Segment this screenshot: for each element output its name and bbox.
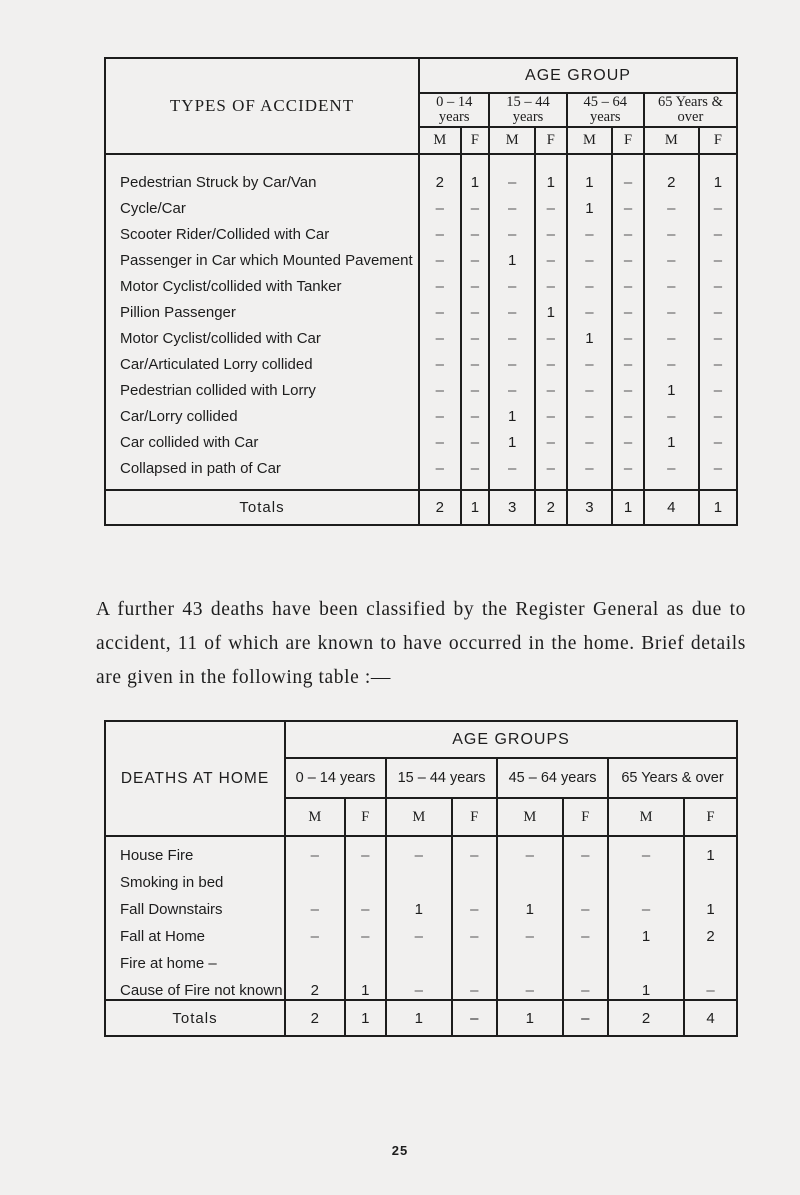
count-cell: – <box>461 243 490 269</box>
home-death-row <box>105 864 737 891</box>
count-cell: 1 <box>461 154 490 191</box>
sex-header: F <box>684 798 737 836</box>
count-cell: – <box>535 217 567 243</box>
accident-types-table <box>104 57 738 526</box>
count-cell: 1 <box>567 321 613 347</box>
count-cell: – <box>612 191 644 217</box>
count-cell: – <box>345 918 386 945</box>
count-cell: – <box>386 918 452 945</box>
count-cell: – <box>567 451 613 490</box>
age-group-15-44: 15 – 44 years <box>386 758 497 798</box>
home-death-row <box>105 836 737 864</box>
count-cell: – <box>644 347 699 373</box>
types-of-accident-header: TYPES OF ACCIDENT <box>105 58 419 154</box>
count-cell: – <box>644 217 699 243</box>
accident-row <box>105 295 737 321</box>
count-cell: – <box>612 321 644 347</box>
count-cell <box>563 864 608 891</box>
sex-header: M <box>608 798 684 836</box>
count-cell: – <box>644 295 699 321</box>
home-death-row <box>105 945 737 972</box>
count-cell: – <box>461 321 490 347</box>
count-cell: – <box>699 295 737 321</box>
accident-row <box>105 347 737 373</box>
count-cell: 1 <box>644 373 699 399</box>
count-cell: – <box>612 425 644 451</box>
count-cell: – <box>567 347 613 373</box>
count-cell: – <box>567 425 613 451</box>
count-cell: – <box>567 399 613 425</box>
count-cell: – <box>535 191 567 217</box>
count-cell <box>452 864 497 891</box>
total-cell: 4 <box>644 490 699 525</box>
count-cell: – <box>535 321 567 347</box>
accident-row <box>105 269 737 295</box>
count-cell: – <box>699 373 737 399</box>
totals-label: Totals <box>105 490 419 525</box>
count-cell: – <box>419 425 461 451</box>
further-deaths-paragraph: A further 43 deaths have been classified by the Register General as due to accident, 11 of which are known to have occurred in the home. Brief details are given in the following table :— <box>96 599 746 688</box>
count-cell: – <box>489 269 535 295</box>
count-cell: – <box>699 243 737 269</box>
count-cell: – <box>612 373 644 399</box>
sex-header: M <box>386 798 452 836</box>
total-cell: 1 <box>699 490 737 525</box>
accident-row <box>105 399 737 425</box>
age-group-0-14: 0 – 14 years <box>419 93 489 127</box>
count-cell: – <box>567 269 613 295</box>
count-cell: – <box>497 972 563 1000</box>
count-cell: – <box>285 836 345 864</box>
count-cell: – <box>699 347 737 373</box>
count-cell: – <box>489 451 535 490</box>
count-cell: 2 <box>684 918 737 945</box>
count-cell: – <box>461 399 490 425</box>
count-cell: – <box>419 295 461 321</box>
count-cell: 2 <box>644 154 699 191</box>
count-cell: – <box>563 836 608 864</box>
count-cell: – <box>452 836 497 864</box>
sex-header: F <box>699 127 737 154</box>
accident-row <box>105 154 737 191</box>
sex-header: F <box>563 798 608 836</box>
count-cell: – <box>461 451 490 490</box>
row-label: Fire at home – <box>105 945 285 972</box>
total-cell: – <box>563 1000 608 1036</box>
count-cell: – <box>419 269 461 295</box>
accident-row <box>105 217 737 243</box>
count-cell <box>563 945 608 972</box>
count-cell: 1 <box>608 918 684 945</box>
count-cell: – <box>489 191 535 217</box>
row-label: Cause of Fire not known <box>105 972 285 1000</box>
count-cell: 1 <box>608 972 684 1000</box>
count-cell <box>452 945 497 972</box>
accident-row <box>105 243 737 269</box>
count-cell: 1 <box>535 154 567 191</box>
totals-row <box>105 1000 737 1036</box>
age-group-45-64: 45 – 64 years <box>497 758 608 798</box>
count-cell: – <box>461 191 490 217</box>
row-label: Pillion Passenger <box>105 295 419 321</box>
count-cell <box>684 864 737 891</box>
row-label: Fall Downstairs <box>105 891 285 918</box>
accident-row <box>105 321 737 347</box>
count-cell: – <box>419 373 461 399</box>
count-cell: – <box>461 373 490 399</box>
sex-header: M <box>644 127 699 154</box>
count-cell: – <box>419 243 461 269</box>
sex-header: F <box>461 127 490 154</box>
count-cell: – <box>535 399 567 425</box>
totals-row <box>105 490 737 525</box>
count-cell: – <box>612 295 644 321</box>
count-cell: – <box>535 269 567 295</box>
sex-header: M <box>567 127 613 154</box>
row-label: Passenger in Car which Mounted Pavement <box>105 243 419 269</box>
deaths-at-home-table <box>104 720 738 1037</box>
count-cell: – <box>612 451 644 490</box>
count-cell <box>285 864 345 891</box>
total-cell: – <box>452 1000 497 1036</box>
count-cell: 1 <box>644 425 699 451</box>
age-group-65-over: 65 Years & over <box>608 758 737 798</box>
row-label: Pedestrian collided with Lorry <box>105 373 419 399</box>
home-death-row <box>105 972 737 1000</box>
count-cell: – <box>563 891 608 918</box>
count-cell: – <box>644 321 699 347</box>
sex-header: F <box>535 127 567 154</box>
count-cell <box>497 945 563 972</box>
count-cell: 1 <box>489 243 535 269</box>
count-cell: – <box>419 191 461 217</box>
count-cell: – <box>699 217 737 243</box>
home-death-row <box>105 918 737 945</box>
count-cell: – <box>644 399 699 425</box>
count-cell: – <box>461 347 490 373</box>
age-groups-header: AGE GROUPS <box>285 721 737 758</box>
count-cell: – <box>535 451 567 490</box>
sex-header: M <box>285 798 345 836</box>
age-group-15-44: 15 – 44 years <box>489 93 566 127</box>
total-cell: 1 <box>386 1000 452 1036</box>
count-cell: – <box>644 243 699 269</box>
count-cell: – <box>644 269 699 295</box>
count-cell: – <box>452 918 497 945</box>
count-cell: – <box>386 836 452 864</box>
sex-header: M <box>419 127 461 154</box>
count-cell: – <box>699 269 737 295</box>
row-label: Car/Lorry collided <box>105 399 419 425</box>
age-group-65-over: 65 Years & over <box>644 93 737 127</box>
count-cell: – <box>612 347 644 373</box>
count-cell: – <box>461 217 490 243</box>
count-cell: – <box>684 972 737 1000</box>
count-cell: – <box>612 217 644 243</box>
count-cell: – <box>699 425 737 451</box>
total-cell: 2 <box>608 1000 684 1036</box>
count-cell: 1 <box>699 154 737 191</box>
sex-header: M <box>489 127 535 154</box>
sex-header: F <box>345 798 386 836</box>
total-cell: 2 <box>419 490 461 525</box>
row-label: Smoking in bed <box>105 864 285 891</box>
count-cell: – <box>699 321 737 347</box>
total-cell: 3 <box>489 490 535 525</box>
total-cell: 1 <box>497 1000 563 1036</box>
count-cell: – <box>419 217 461 243</box>
count-cell: 1 <box>567 191 613 217</box>
count-cell: 1 <box>535 295 567 321</box>
count-cell: – <box>489 373 535 399</box>
count-cell: – <box>489 295 535 321</box>
count-cell: – <box>567 373 613 399</box>
count-cell: – <box>461 295 490 321</box>
count-cell: – <box>612 243 644 269</box>
row-label: House Fire <box>105 836 285 864</box>
count-cell: – <box>563 918 608 945</box>
row-label: Car collided with Car <box>105 425 419 451</box>
count-cell: 1 <box>489 399 535 425</box>
sex-header: M <box>497 798 563 836</box>
count-cell: – <box>608 836 684 864</box>
count-cell: – <box>489 154 535 191</box>
age-group-header: AGE GROUP <box>419 58 737 93</box>
count-cell: – <box>608 891 684 918</box>
row-label: Car/Articulated Lorry collided <box>105 347 419 373</box>
count-cell: – <box>345 891 386 918</box>
count-cell: – <box>563 972 608 1000</box>
count-cell: – <box>612 269 644 295</box>
count-cell: – <box>285 891 345 918</box>
count-cell: 2 <box>419 154 461 191</box>
count-cell: – <box>535 373 567 399</box>
age-group-0-14: 0 – 14 years <box>285 758 386 798</box>
count-cell: – <box>419 451 461 490</box>
count-cell: – <box>461 425 490 451</box>
count-cell: – <box>535 347 567 373</box>
count-cell: – <box>452 972 497 1000</box>
accident-row <box>105 425 737 451</box>
age-group-45-64: 45 – 64 years <box>567 93 644 127</box>
count-cell: 1 <box>489 425 535 451</box>
row-label: Motor Cyclist/collided with Tanker <box>105 269 419 295</box>
sex-header: F <box>452 798 497 836</box>
count-cell: – <box>535 425 567 451</box>
accident-row <box>105 191 737 217</box>
row-label: Fall at Home <box>105 918 285 945</box>
count-cell: – <box>419 347 461 373</box>
count-cell: – <box>699 451 737 490</box>
total-cell: 2 <box>535 490 567 525</box>
count-cell <box>608 864 684 891</box>
total-cell: 1 <box>612 490 644 525</box>
row-label: Motor Cyclist/collided with Car <box>105 321 419 347</box>
count-cell: – <box>567 295 613 321</box>
total-cell: 1 <box>461 490 490 525</box>
count-cell: 2 <box>285 972 345 1000</box>
count-cell: 1 <box>684 891 737 918</box>
count-cell: – <box>419 399 461 425</box>
total-cell: 1 <box>345 1000 386 1036</box>
total-cell: 3 <box>567 490 613 525</box>
total-cell: 2 <box>285 1000 345 1036</box>
count-cell: – <box>345 836 386 864</box>
count-cell: – <box>489 321 535 347</box>
home-death-row <box>105 891 737 918</box>
count-cell: 1 <box>567 154 613 191</box>
count-cell: – <box>699 399 737 425</box>
count-cell <box>285 945 345 972</box>
count-cell <box>386 945 452 972</box>
row-label: Scooter Rider/Collided with Car <box>105 217 419 243</box>
count-cell: 1 <box>386 891 452 918</box>
row-label: Pedestrian Struck by Car/Van <box>105 154 419 191</box>
count-cell: – <box>567 217 613 243</box>
accident-row <box>105 373 737 399</box>
count-cell: – <box>567 243 613 269</box>
count-cell <box>345 864 386 891</box>
count-cell: 1 <box>345 972 386 1000</box>
row-label: Cycle/Car <box>105 191 419 217</box>
count-cell: – <box>612 399 644 425</box>
count-cell <box>608 945 684 972</box>
deaths-at-home-header: DEATHS AT HOME <box>105 721 285 836</box>
page-number: 25 <box>391 1143 409 1158</box>
count-cell: – <box>489 347 535 373</box>
count-cell: – <box>699 191 737 217</box>
count-cell: – <box>497 836 563 864</box>
count-cell: – <box>535 243 567 269</box>
count-cell: – <box>497 918 563 945</box>
count-cell <box>386 864 452 891</box>
count-cell: – <box>285 918 345 945</box>
count-cell <box>345 945 386 972</box>
count-cell: 1 <box>497 891 563 918</box>
count-cell: – <box>461 269 490 295</box>
totals-label: Totals <box>105 1000 285 1036</box>
count-cell: – <box>644 191 699 217</box>
count-cell <box>684 945 737 972</box>
count-cell <box>497 864 563 891</box>
count-cell: – <box>644 451 699 490</box>
row-label: Collapsed in path of Car <box>105 451 419 490</box>
count-cell: – <box>452 891 497 918</box>
count-cell: – <box>489 217 535 243</box>
accident-row <box>105 451 737 490</box>
count-cell: – <box>419 321 461 347</box>
count-cell: – <box>612 154 644 191</box>
count-cell: – <box>386 972 452 1000</box>
count-cell: 1 <box>684 836 737 864</box>
sex-header: F <box>612 127 644 154</box>
total-cell: 4 <box>684 1000 737 1036</box>
